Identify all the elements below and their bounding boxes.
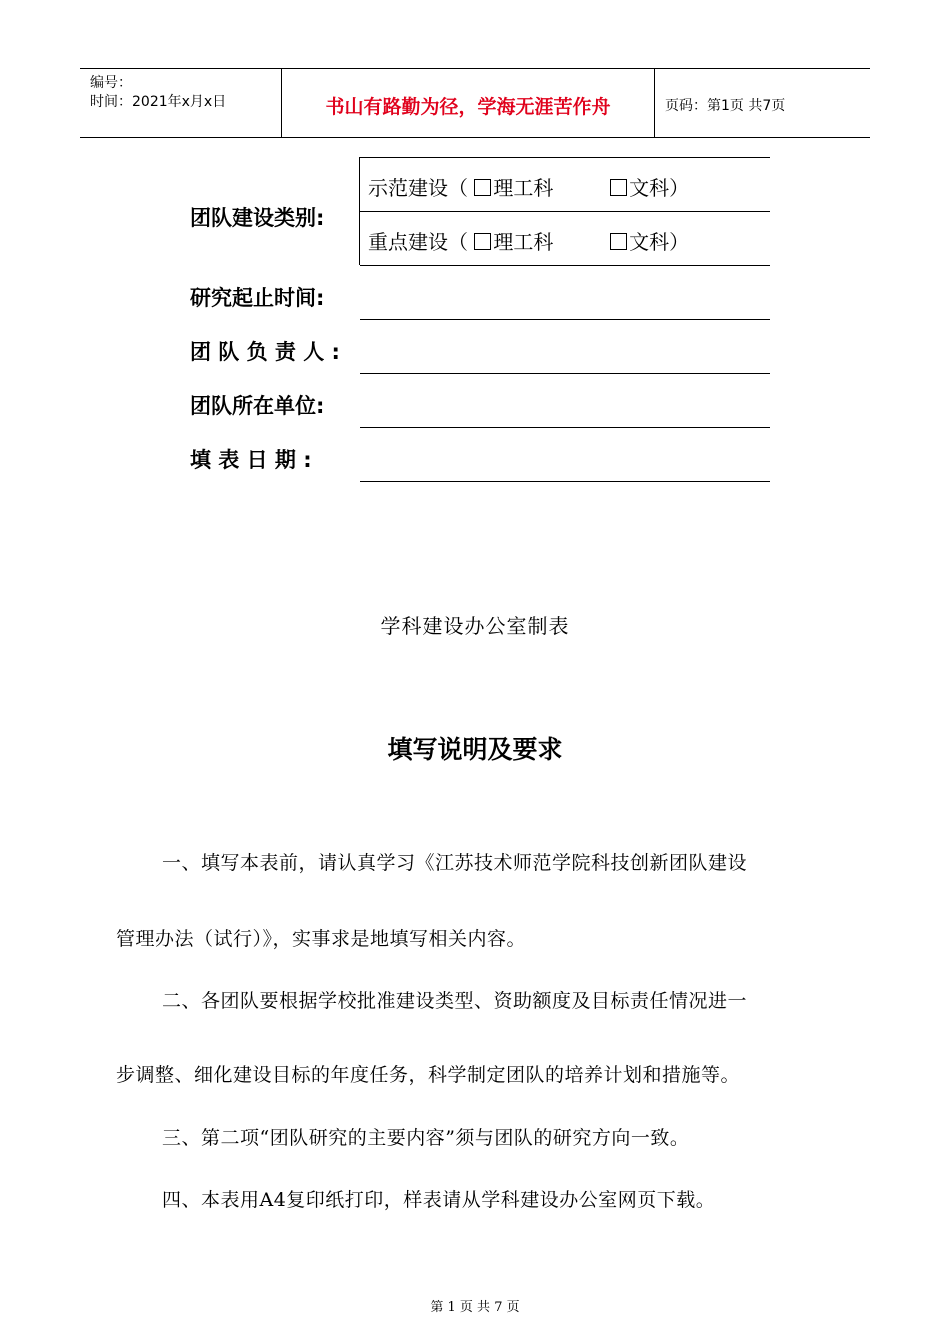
instruction-p2-line2: 步调整、细化建设目标的年度任务，科学制定团队的培养计划和措施等。 — [116, 1064, 741, 1086]
leader-field[interactable] — [360, 373, 770, 374]
date-label: 填 表 日 期 : — [190, 448, 312, 472]
date-field[interactable] — [360, 481, 770, 482]
checkbox-icon[interactable] — [474, 233, 491, 250]
unit-field[interactable] — [360, 427, 770, 428]
header-info-cell — [80, 69, 282, 137]
form-line — [360, 157, 770, 158]
category-name: 示范建设（ — [368, 176, 468, 200]
header-motto-cell — [282, 69, 655, 137]
leader-label: 团 队 负 责 人 : — [190, 340, 340, 364]
instruction-p2-line1: 二、各团队要根据学校批准建设类型、资助额度及目标责任情况进一 — [162, 990, 748, 1012]
option-label: 理工科 — [493, 176, 554, 200]
maker-text: 学科建设办公室制表 — [380, 614, 570, 638]
category-row-demo — [368, 172, 689, 201]
option-label: 文科） — [629, 176, 690, 200]
number-label: 编号： — [90, 75, 132, 91]
checkbox-icon[interactable] — [610, 233, 627, 250]
checkbox-icon[interactable] — [610, 179, 627, 196]
header-page-cell — [655, 69, 870, 137]
page-label: 页码：第1页 共7页 — [665, 98, 786, 114]
period-field[interactable] — [360, 319, 770, 320]
page-footer: 第 1 页 共 7 页 — [430, 1300, 520, 1315]
category-row-key — [368, 226, 689, 255]
category-name: 重点建设（ — [368, 230, 468, 254]
category-label: 团队建设类别: — [190, 206, 325, 230]
checkbox-icon[interactable] — [474, 179, 491, 196]
time-label: 时间：2021年x月x日 — [90, 94, 227, 110]
form-line — [360, 265, 770, 266]
instruction-p4: 四、本表用A4复印纸打印，样表请从学科建设办公室网页下载。 — [162, 1189, 716, 1211]
instruction-p1-line2: 管理办法（试行）》，实事求是地填写相关内容。 — [116, 928, 527, 950]
instructions-title: 填写说明及要求 — [387, 735, 563, 764]
instruction-p3: 三、第二项“团队研究的主要内容”须与团队的研究方向一致。 — [162, 1127, 690, 1149]
unit-label: 团队所在单位: — [190, 394, 325, 418]
period-label: 研究起止时间: — [190, 286, 325, 310]
motto-text: 书山有路勤为径，学海无涯苦作舟 — [325, 96, 611, 118]
instruction-p1-line1: 一、填写本表前，请认真学习《江苏技术师范学院科技创新团队建设 — [162, 852, 748, 874]
form-divider — [359, 157, 360, 265]
form-line — [360, 211, 770, 212]
option-label: 文科） — [629, 230, 690, 254]
option-label: 理工科 — [493, 230, 554, 254]
page-header — [80, 68, 870, 138]
